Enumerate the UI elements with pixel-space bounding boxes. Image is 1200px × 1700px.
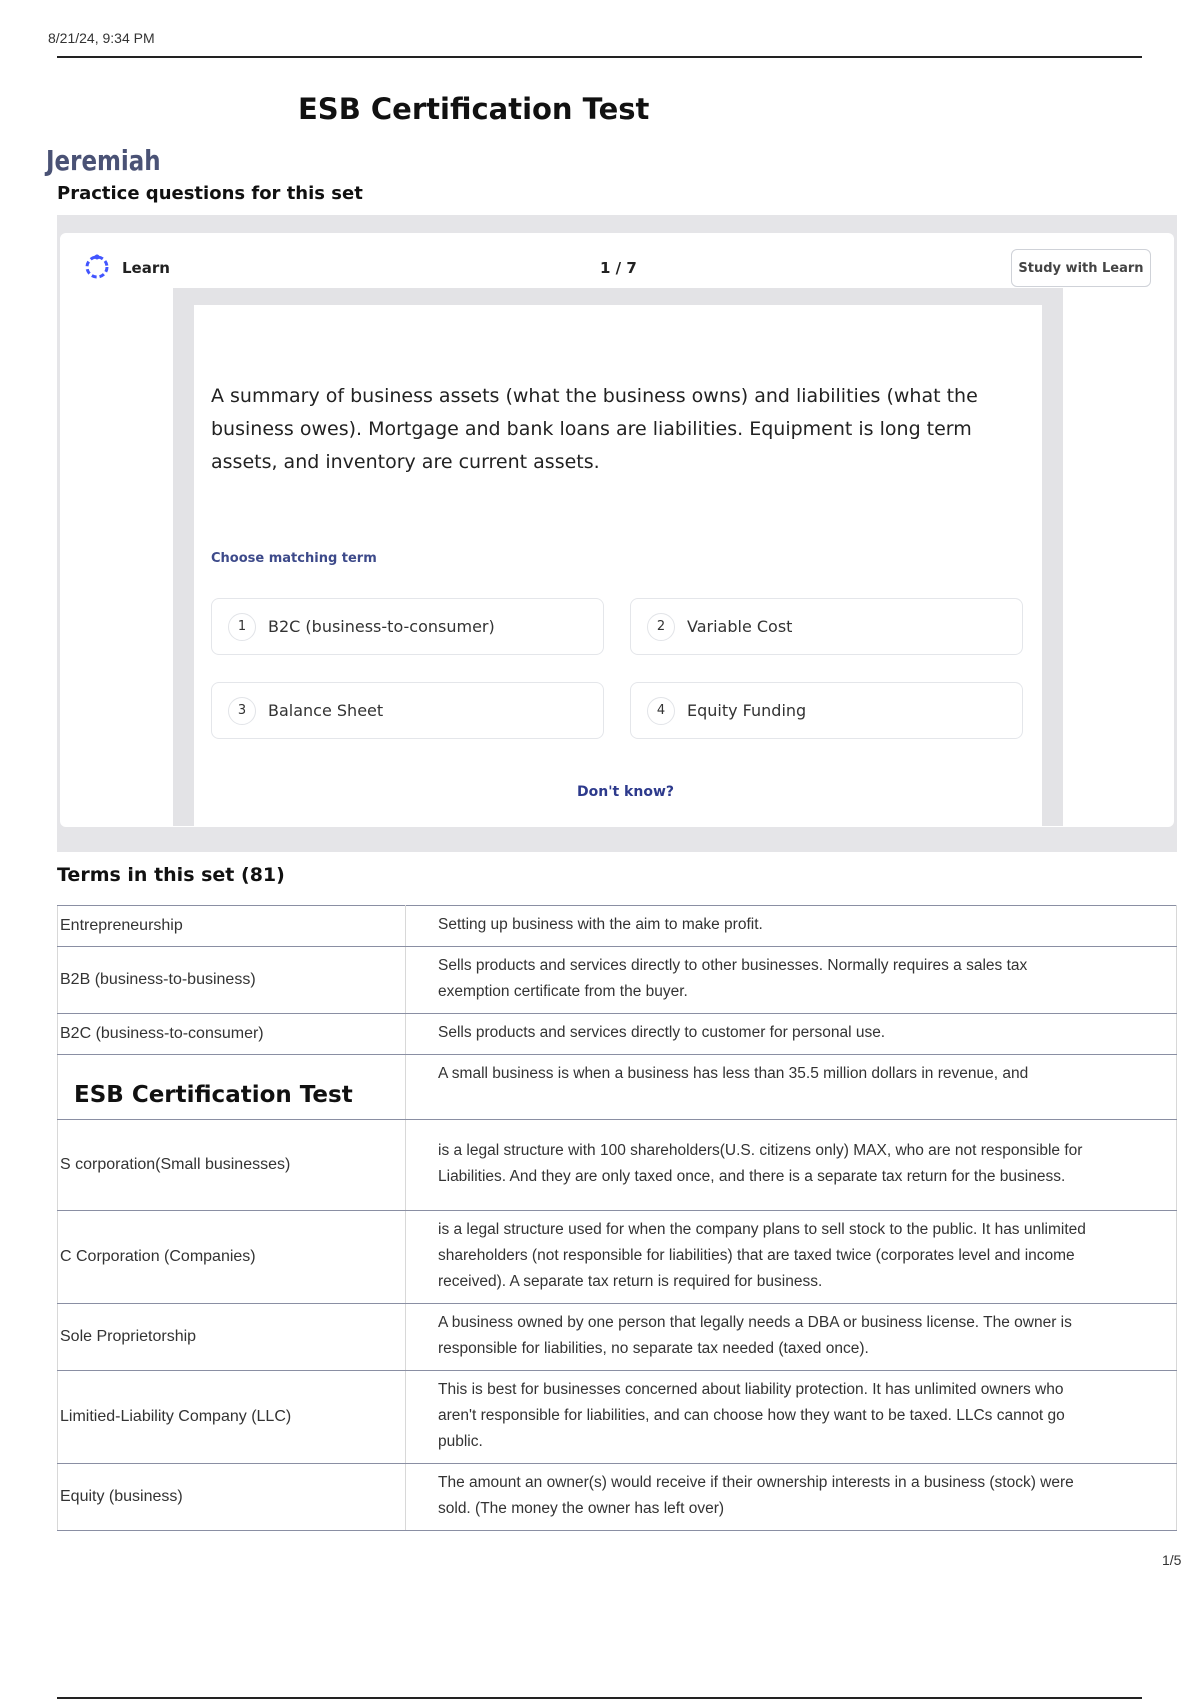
table-row [58,906,1177,947]
terms-heading: Terms in this set (81) [57,864,285,886]
option-number: 4 [647,697,675,725]
print-timestamp: 8/21/24, 9:34 PM [48,30,155,46]
option-label: B2C (business-to-consumer) [268,617,495,636]
term-cell: C Corporation (Companies) [58,1211,406,1304]
author-name[interactable]: Jeremiah [46,144,161,177]
footer-rule [57,1697,1142,1699]
page-number: 1/5 [1162,1552,1182,1568]
dont-know-link[interactable]: Don't know? [577,784,675,800]
page-overlay-title: ESB Certification Test [74,1082,353,1108]
definition-cell: A business owned by one person that legally needs a DBA or business license. The owner is responsible for liabilities, no separate tax needed (taxed once). [406,1304,1177,1371]
option-number: 3 [228,697,256,725]
option-label: Variable Cost [687,617,793,636]
term-cell: Entrepreneurship [58,906,406,947]
term-cell: Limitied-Liability Company (LLC) [58,1371,406,1464]
table-row [58,947,1177,1014]
choose-matching-term-label: Choose matching term [211,551,377,566]
term-cell: B2B (business-to-business) [58,947,406,1014]
header-rule [57,56,1142,58]
table-row [58,1014,1177,1055]
terms-table [57,905,1177,1531]
page-title: ESB Certification Test [298,92,650,126]
question-text: A summary of business assets (what the business owns) and liabilities (what the business owes). Mortgage and bank loans are liabilities. Equipment is long term assets, and inventory are current assets. [211,385,978,473]
learn-label: Learn [122,259,170,277]
table-row [58,1464,1177,1531]
table-row [58,1304,1177,1371]
definition-cell: Sells products and services directly to customer for personal use. [406,1014,1177,1055]
term-cell: Equity (business) [58,1464,406,1531]
answer-option-4[interactable] [630,682,1023,739]
definition-cell: Sells products and services directly to other businesses. Normally requires a sales tax exemption certificate from the buyer. [406,947,1177,1014]
learn-icon [84,254,110,280]
table-row [58,1371,1177,1464]
answer-option-3[interactable] [211,682,604,739]
answer-option-2[interactable] [630,598,1023,655]
definition-cell: is a legal structure with 100 shareholders(U.S. citizens only) MAX, who are not responsible for Liabilities. And they are only taxed once, and there is a separate tax return for the business. [406,1120,1177,1211]
question-progress: 1 / 7 [600,259,637,277]
definition-cell: Setting up business with the aim to make profit. [406,906,1177,947]
term-cell: B2C (business-to-consumer) [58,1014,406,1055]
option-label: Equity Funding [687,701,807,720]
table-row [58,1120,1177,1211]
definition-cell: This is best for businesses concerned about liability protection. It has unlimited owners who aren't responsible for liabilities, and can choose how they want to be taxed. LLCs cannot go public. [406,1371,1177,1464]
definition-cell: is a legal structure used for when the company plans to sell stock to the public. It has unlimited shareholders (not responsible for liabilities) that are taxed twice (corporates level and income received). A separate tax return is required for business. [406,1211,1177,1304]
study-with-learn-button[interactable]: Study with Learn [1011,249,1151,287]
definition-cell: A small business is when a business has less than 35.5 million dollars in revenue, and [406,1055,1177,1120]
term-cell: S corporation(Small businesses) [58,1120,406,1211]
table-row [58,1211,1177,1304]
definition-cell: The amount an owner(s) would receive if their ownership interests in a business (stock) were sold. (The money the owner has left over) [406,1464,1177,1531]
practice-heading: Practice questions for this set [57,183,363,204]
option-label: Balance Sheet [268,701,384,720]
term-cell: Sole Proprietorship [58,1304,406,1371]
answer-option-1[interactable] [211,598,604,655]
option-number: 2 [647,613,675,641]
option-number: 1 [228,613,256,641]
